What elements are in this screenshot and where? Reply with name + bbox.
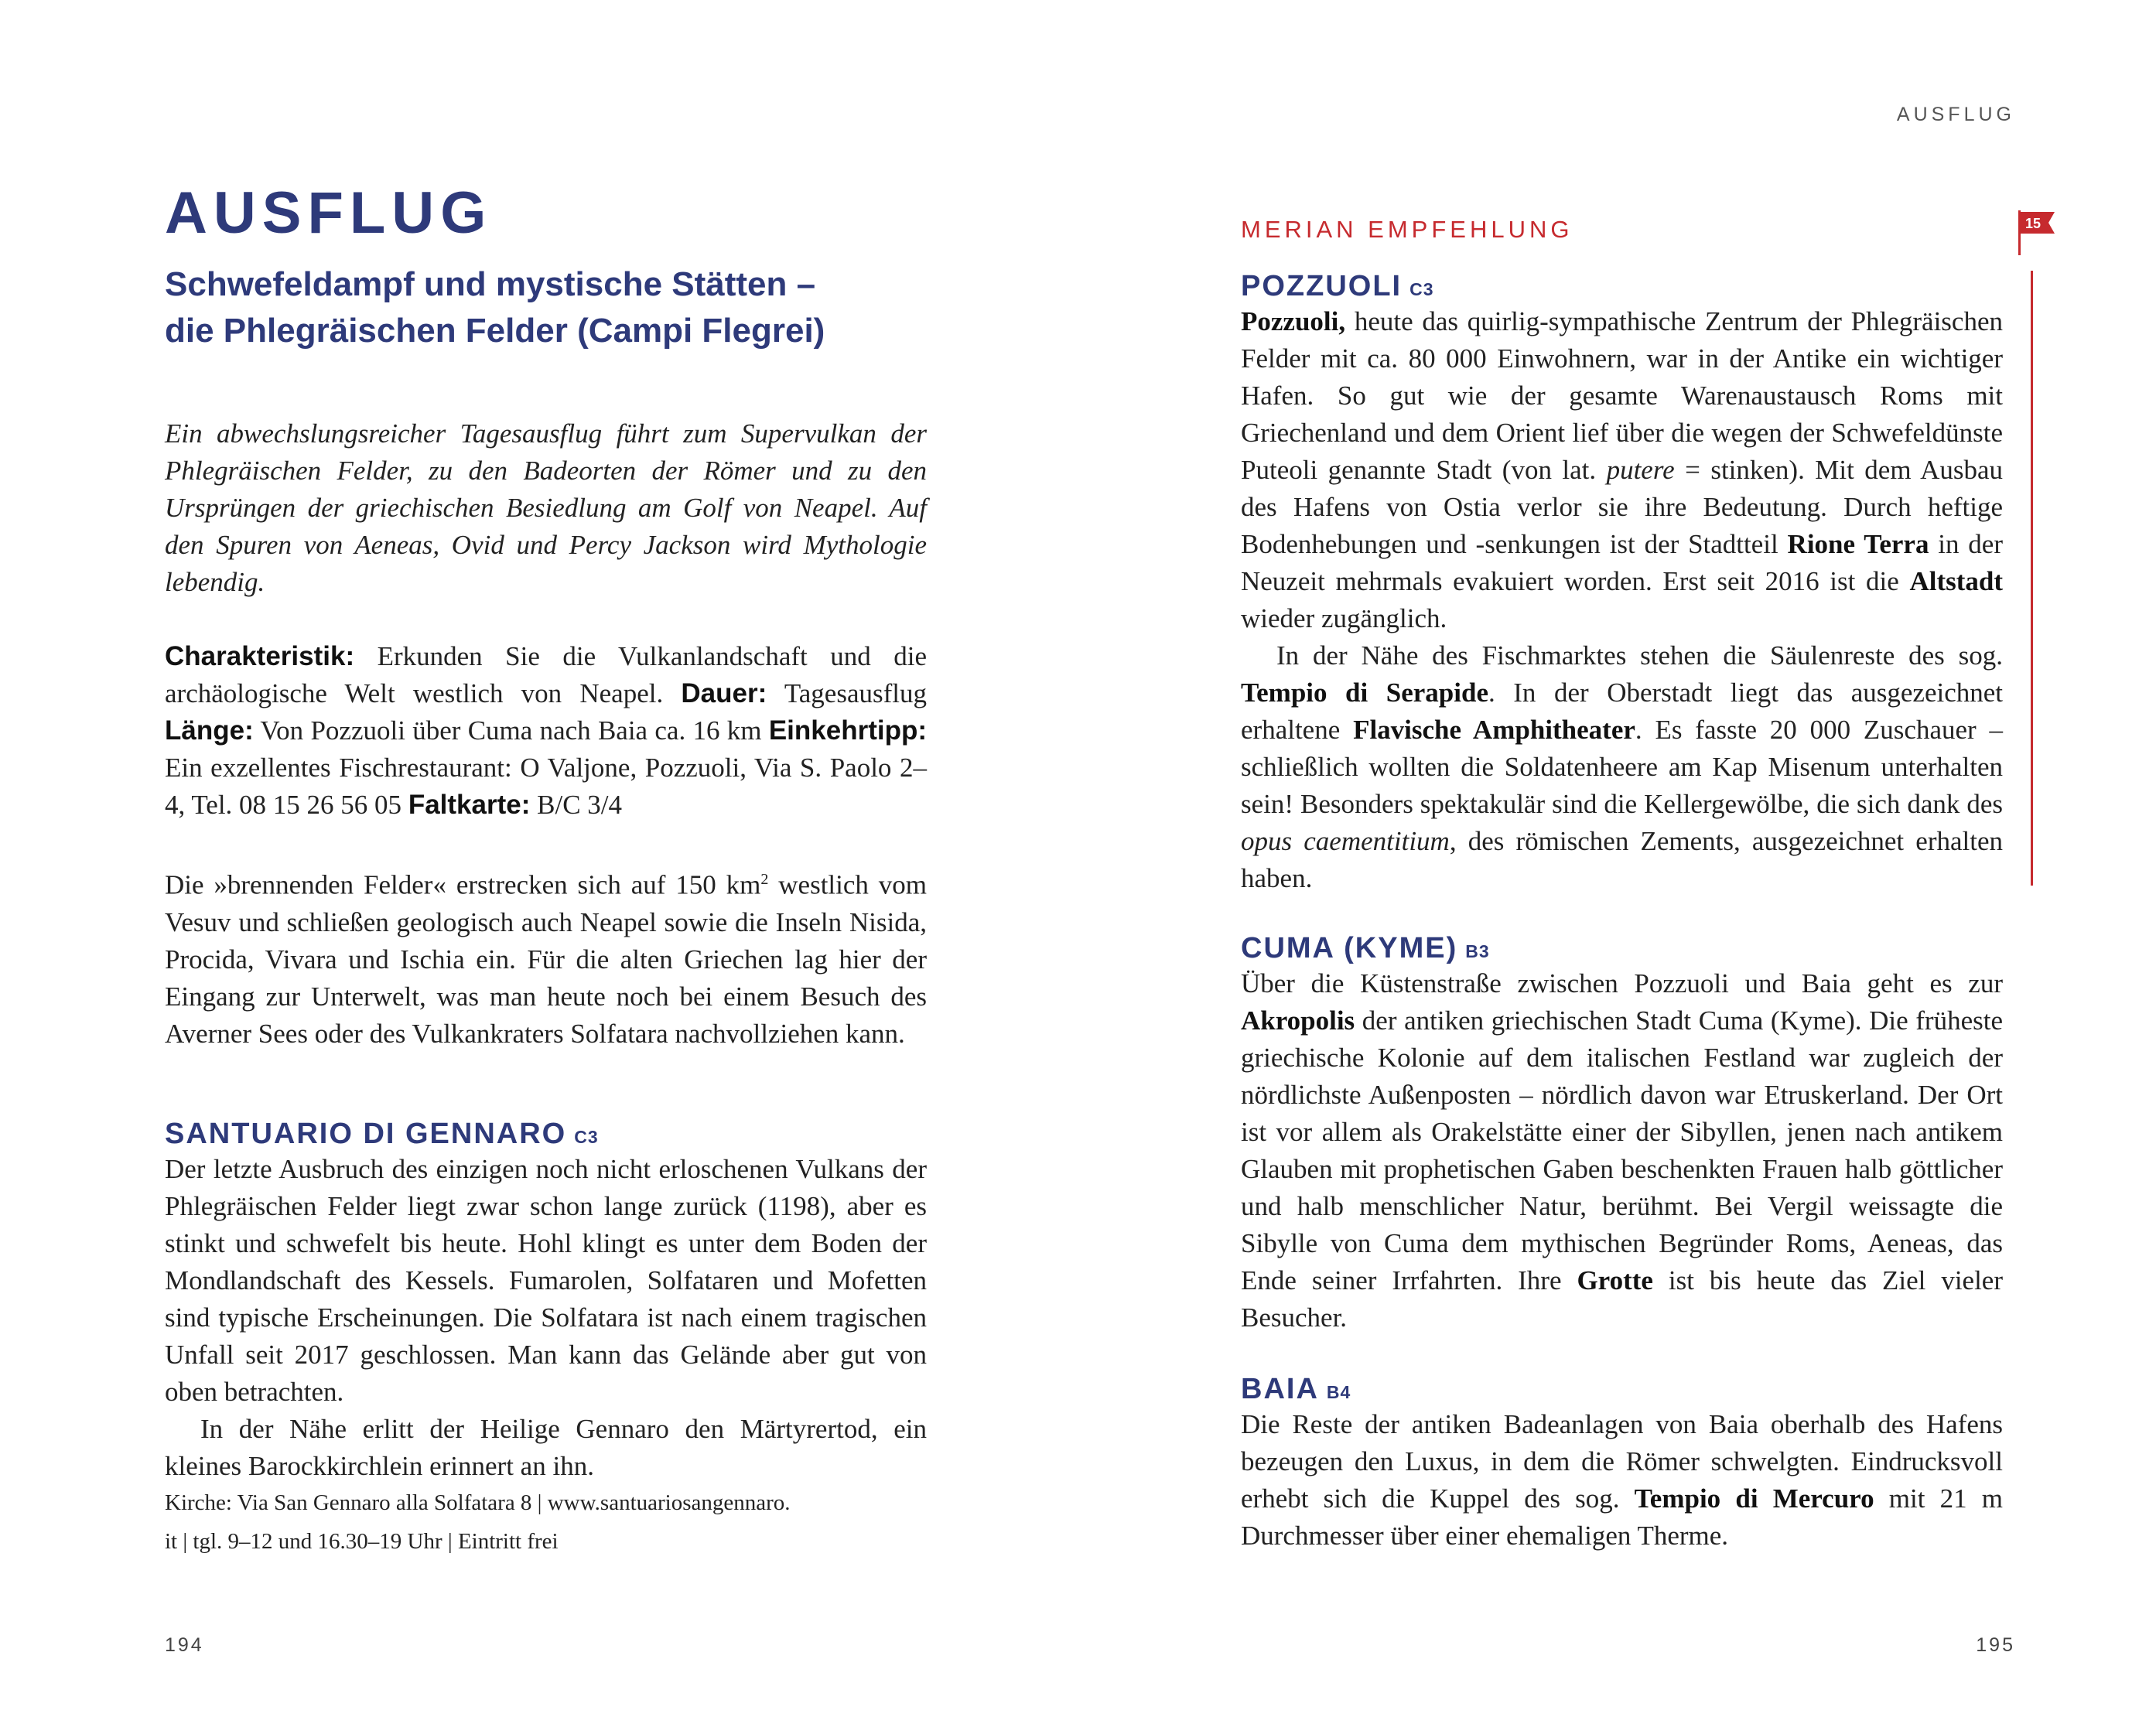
- text-run: der antiken griechischen Stadt Cuma (Kyme). Die früheste griechische Kolonie auf dem italischen Festland war zugleich der nördlichste Außenposten – nördlich davon war Etruskerland. Der Ort ist vor allem als Orakelstätte einer der Sibyllen, jenen nach antikem Glauben mit prophetischen Gaben beschenkten Frauen halb göttlicher und halb menschlicher Natur, berühmt. Bei Vergil weissagte die Sibylle von Cuma dem mythischen Begründer Roms, Aeneas, das Ende seiner Irrfahrten. Ihre: [1241, 1005, 2003, 1295]
- bold-term: Tempio di Mercuro: [1634, 1483, 1874, 1514]
- facts-text-map: B/C 3/4: [530, 790, 623, 820]
- map-grid-ref: B3: [1465, 941, 1490, 961]
- section-heading-pozzuoli: [1241, 271, 1434, 301]
- section-title: BAIA: [1241, 1373, 1319, 1405]
- facts-label-characteristic: Charakteristik:: [165, 641, 355, 671]
- map-grid-ref: B4: [1326, 1382, 1351, 1402]
- text-run: . Es fasste 20 000 Zuschauer – schließlich wollten die Soldatenheere am Kap Misenum unterhalten sein! Besonders spektakulär sind die Kellergewölbe, die sich dank des: [1241, 715, 2003, 819]
- page-number-left: 194: [165, 1634, 204, 1656]
- facts-label-map: Faltkarte:: [408, 790, 531, 820]
- superscript-2: 2: [760, 871, 769, 888]
- section-heading-cuma: [1241, 934, 1490, 963]
- info-line-2: it | tgl. 9–12 und 16.30–19 Uhr | Eintritt frei: [165, 1529, 559, 1554]
- text-run: . In der Oberstadt liegt das ausgezeichnet erhaltene: [1241, 678, 2003, 745]
- text-run: = stinken). Mit dem Ausbau des Hafens von Ostia verlor sie ihre Bedeutung. Durch heftige Bodenhebungen und -senkungen ist der Stadtteil: [1241, 455, 2004, 559]
- body-paragraph: [165, 861, 927, 1053]
- facts-box: [165, 638, 927, 824]
- section-title: SANTUARIO DI GENNARO: [165, 1118, 567, 1150]
- italic-term: opus caementitium: [1241, 826, 1450, 856]
- flag-badge-number: 15: [2024, 216, 2042, 231]
- section-title: CUMA (KYME): [1241, 932, 1458, 964]
- gennaro-paragraph-2: In der Nähe erlitt der Heilige Gennaro den Märtyrertod, ein kleines Barockkirchlein erinnert an ihn.: [165, 1414, 927, 1481]
- gennaro-info: [165, 1483, 927, 1561]
- italic-term: putere: [1606, 455, 1675, 485]
- bold-term: Altstadt: [1909, 566, 2003, 596]
- facts-text-characteristic: Erkunden Sie die Vulkanlandschaft und die archäologische Welt westlich von Neapel.: [165, 641, 927, 708]
- section-heading-baia: [1241, 1374, 1351, 1404]
- info-line-1: Kirche: Via San Gennaro alla Solfatara 8 | www.santuariosangennaro.: [165, 1490, 791, 1515]
- recommendation-rule: [2031, 271, 2033, 886]
- facts-text-duration: Tagesausflug: [767, 678, 927, 708]
- cuma-paragraph: [1241, 965, 2003, 1336]
- recommendation-label: MERIAN EMPFEHLUNG: [1241, 216, 1573, 243]
- right-page: [1078, 0, 2156, 1717]
- flag-icon: [2018, 210, 2055, 255]
- text-run: , des römischen Zements, ausgezeichnet erhalten haben.: [1241, 826, 2003, 893]
- chapter-title: AUSFLUG: [165, 180, 493, 246]
- text-run: Die Reste der antiken Badeanlagen von Baia oberhalb des Hafens bezeugen den Luxus, in dem die Römer schwelgten. Eindrucksvoll erhebt sich die Kuppel des sog.: [1241, 1409, 2003, 1514]
- baia-paragraph: [1241, 1406, 2003, 1555]
- facts-label-length: Länge:: [165, 715, 254, 746]
- map-grid-ref: C3: [574, 1127, 599, 1147]
- facts-label-duration: Dauer:: [681, 678, 767, 708]
- bold-term: Grotte: [1577, 1265, 1653, 1295]
- map-grid-ref: C3: [1409, 279, 1434, 299]
- page-number-right: 195: [1976, 1634, 2015, 1656]
- text-run: in der Neuzeit mehrmals evakuiert worden. Erst seit 2016 ist die: [1241, 529, 2003, 596]
- intro-paragraph: Ein abwechslungsreicher Tagesausflug führt zum Supervulkan der Phlegräischen Felder, zu den Badeorten der Römer und zu den Ursprüngen der griechischen Besiedlung am Golf von Neapel. Auf den Spuren von Aeneas, Ovid und Percy Jackson wird Mythologie lebendig.: [165, 418, 927, 597]
- text-run: wieder zugänglich.: [1241, 603, 1447, 633]
- text-run: In der Nähe des Fischmarktes stehen die Säulenreste des sog.: [1276, 640, 2003, 671]
- bold-term: Flavische Amphitheater: [1353, 715, 1635, 745]
- bold-term: Akropolis: [1241, 1005, 1355, 1036]
- bold-term: Pozzuoli,: [1241, 306, 1346, 336]
- text-run: mit 21 m Durchmesser über einer ehemaligen Therme.: [1241, 1483, 2003, 1551]
- section-title: POZZUOLI: [1241, 270, 1403, 302]
- bold-term: Rione Terra: [1787, 529, 1929, 559]
- subtitle-line-1: Schwefeldampf und mystische Stätten –: [165, 265, 816, 303]
- text-run: Über die Küstenstraße zwischen Pozzuoli und Baia geht es zur: [1241, 968, 2003, 998]
- body-text-end: westlich vom Vesuv und schließen geologisch auch Neapel sowie die Inseln Nisida, Procida, Vivara und Ischia ein. Für die alten Griechen lag hier der Eingang zur Unterwelt, was man heute noch bei einem Besuch des Averner Sees oder des Vulkankraters Solfatara nachvollziehen kann.: [165, 869, 927, 1049]
- pozzuoli-paragraph-2: [1241, 637, 2003, 897]
- chapter-subtitle: [165, 261, 938, 354]
- text-run: ist bis heute das Ziel vieler Besucher.: [1241, 1265, 2003, 1333]
- facts-label-tip: Einkehrtipp:: [768, 715, 927, 746]
- gennaro-paragraph-1: Der letzte Ausbruch des einzigen noch nicht erloschenen Vulkans der Phlegräischen Felder liegt zwar schon lange zurück (1198), aber es stinkt und schwefelt bis heute. Hohl klingt es unter dem Boden der Mondlandschaft des Kessels. Fumarolen, Solfataren und Mofetten sind typische Erscheinungen. Die Solfatara ist nach einem tragischen Unfall seit 2017 geschlossen. Man kann das Gelände aber gut von oben betrachten.: [165, 1154, 927, 1407]
- section-heading-gennaro: [165, 1119, 599, 1149]
- bold-term: Tempio di Serapide: [1241, 678, 1488, 708]
- subtitle-line-2: die Phlegräischen Felder (Campi Flegrei): [165, 312, 825, 350]
- facts-text-length: Von Pozzuoli über Cuma nach Baia ca. 16 km: [253, 715, 769, 746]
- pozzuoli-paragraph-1: [1241, 303, 2003, 637]
- running-head: AUSFLUG: [1896, 104, 2015, 125]
- body-text-start: Die »brennenden Felder« erstrecken sich auf 150 km: [165, 869, 761, 900]
- text-run: heute das quirlig-sympathische Zentrum der Phlegräischen Felder mit ca. 80 000 Einwohnern, war in der Antike ein wichtiger Hafen. So gut wie der gesamte Warenaustausch Roms mit Griechenland und dem Orient lief über die wegen der Schwefeldünste Puteoli genannte Stadt (von lat.: [1241, 306, 2003, 485]
- facts-text-tip: Ein exzellentes Fischrestaurant: O Valjone, Pozzuoli, Via S. Paolo 2–4, Tel. 08 15 26 56 05: [165, 753, 927, 820]
